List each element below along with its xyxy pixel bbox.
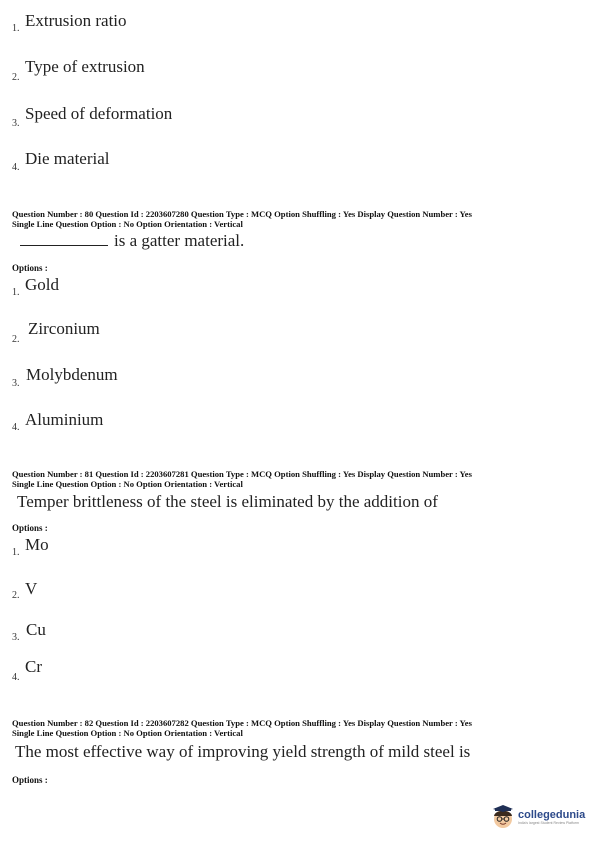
option-text: Extrusion ratio: [25, 11, 127, 30]
question-meta-line: Single Line Question Option : No Option Orientation : Vertical: [12, 728, 243, 738]
graduate-mascot-icon: [490, 804, 516, 830]
fill-in-blank: [20, 233, 108, 246]
option-number: 3.: [12, 118, 20, 129]
option-number: 1.: [12, 287, 20, 298]
option-text: Speed of deformation: [25, 104, 173, 123]
collegedunia-logo: [490, 804, 585, 830]
question-text: [20, 231, 244, 251]
question-text: The most effective way of improving yield strength of mild steel is: [15, 742, 471, 761]
option-number: 2.: [12, 590, 20, 601]
option-text: Type of extrusion: [25, 57, 145, 76]
logo-tagline: India's largest Student Review Platform: [518, 820, 579, 825]
question-meta: [12, 209, 472, 229]
option-number: 4.: [12, 422, 20, 433]
question-meta-line: Single Line Question Option : No Option Orientation : Vertical: [12, 479, 243, 489]
option-number: 4.: [12, 672, 20, 683]
question-meta-line: Question Number : 81 Question Id : 2203607281 Question Type : MCQ Option Shuffling : Yes Display Question Number : Yes: [12, 469, 472, 479]
option-text: V: [25, 579, 38, 598]
question-meta: [12, 469, 472, 489]
option-text: Die material: [25, 149, 110, 168]
options-label: Options :: [12, 523, 48, 533]
option-text: Molybdenum: [26, 365, 118, 384]
options-label: Options :: [12, 263, 48, 273]
option-text: Cu: [26, 620, 46, 639]
logo-text: [518, 809, 585, 826]
option-number: 3.: [12, 378, 20, 389]
option-number: 1.: [12, 23, 20, 34]
option-number: 3.: [12, 632, 20, 643]
option-number: 4.: [12, 162, 20, 173]
option-number: 2.: [12, 72, 20, 83]
option-text: Mo: [25, 535, 49, 554]
question-meta-line: Single Line Question Option : No Option Orientation : Vertical: [12, 219, 243, 229]
question-text-body: is a gatter material.: [114, 231, 245, 250]
option-text: Gold: [25, 275, 59, 294]
option-text: Cr: [25, 657, 42, 676]
option-number: 1.: [12, 547, 20, 558]
question-meta: [12, 718, 472, 738]
option-number: 2.: [12, 334, 20, 345]
question-text: Temper brittleness of the steel is eliminated by the addition of: [17, 492, 438, 511]
question-meta-line: Question Number : 82 Question Id : 2203607282 Question Type : MCQ Option Shuffling : Yes Display Question Number : Yes: [12, 718, 472, 728]
question-meta-line: Question Number : 80 Question Id : 2203607280 Question Type : MCQ Option Shuffling : Yes Display Question Number : Yes: [12, 209, 472, 219]
option-text: Aluminium: [25, 410, 104, 429]
logo-name: collegedunia: [518, 808, 586, 821]
options-label: Options :: [12, 775, 48, 785]
option-text: Zirconium: [28, 319, 100, 338]
